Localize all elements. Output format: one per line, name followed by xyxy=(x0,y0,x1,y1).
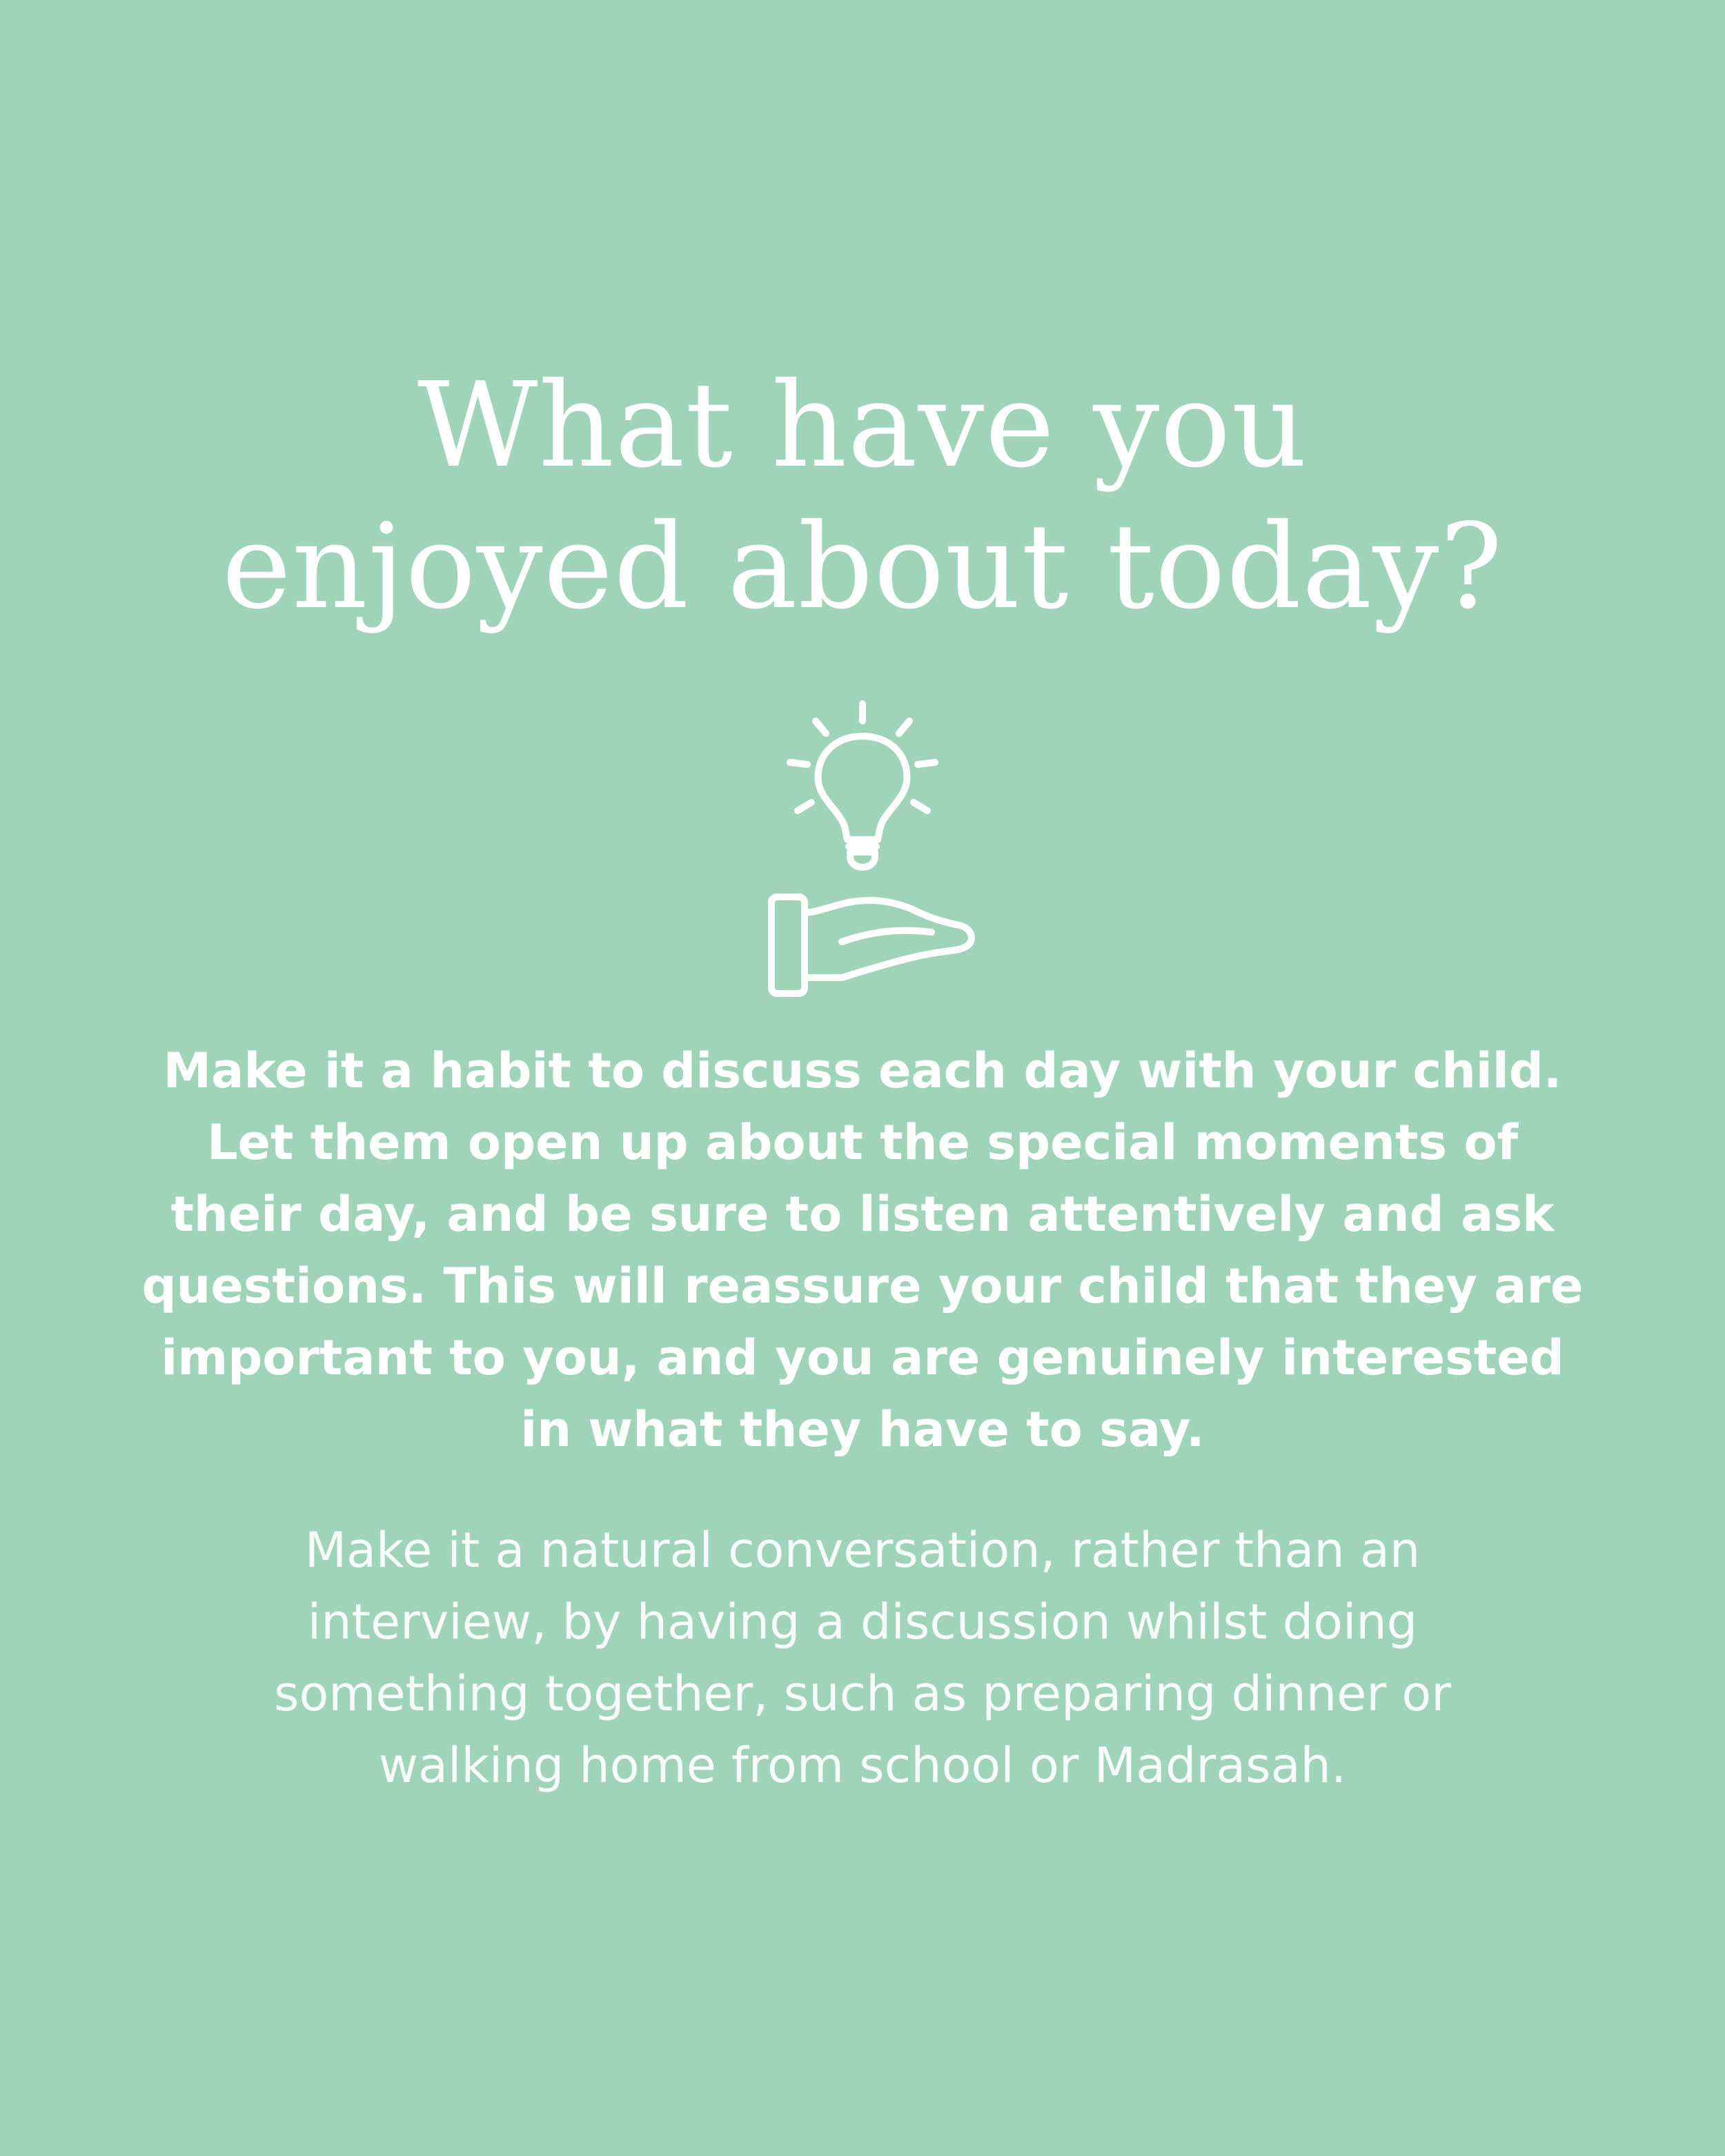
secondary-paragraph-line: Make it a natural conversation, rather than an xyxy=(304,1522,1421,1579)
secondary-paragraph-line: interview, by having a discussion whilst doing xyxy=(307,1594,1418,1650)
main-paragraph-line: their day, and be sure to listen attentively and ask xyxy=(170,1186,1555,1243)
secondary-paragraph-line: walking home from school or Madrasah. xyxy=(378,1737,1347,1794)
main-paragraph-line: important to you, and you are genuinely interested xyxy=(161,1329,1564,1386)
main-paragraph-line: questions. This will reassure your child that they are xyxy=(141,1258,1584,1314)
secondary-paragraph-line: something together, such as preparing dinner or xyxy=(273,1665,1451,1722)
title-line-2: enjoyed about today? xyxy=(221,499,1504,635)
title-line-1: What have you xyxy=(417,357,1308,494)
main-paragraph-line: Make it a habit to discuss each day with your child. xyxy=(163,1042,1562,1099)
secondary-paragraph xyxy=(138,1514,1587,1801)
lightbulb-in-hand-icon xyxy=(738,693,987,1004)
main-paragraph xyxy=(103,1035,1621,1465)
main-paragraph-line: Let them open up about the special moments of xyxy=(206,1114,1519,1171)
page-title xyxy=(138,355,1587,638)
main-paragraph-line: in what they have to say. xyxy=(520,1401,1205,1458)
